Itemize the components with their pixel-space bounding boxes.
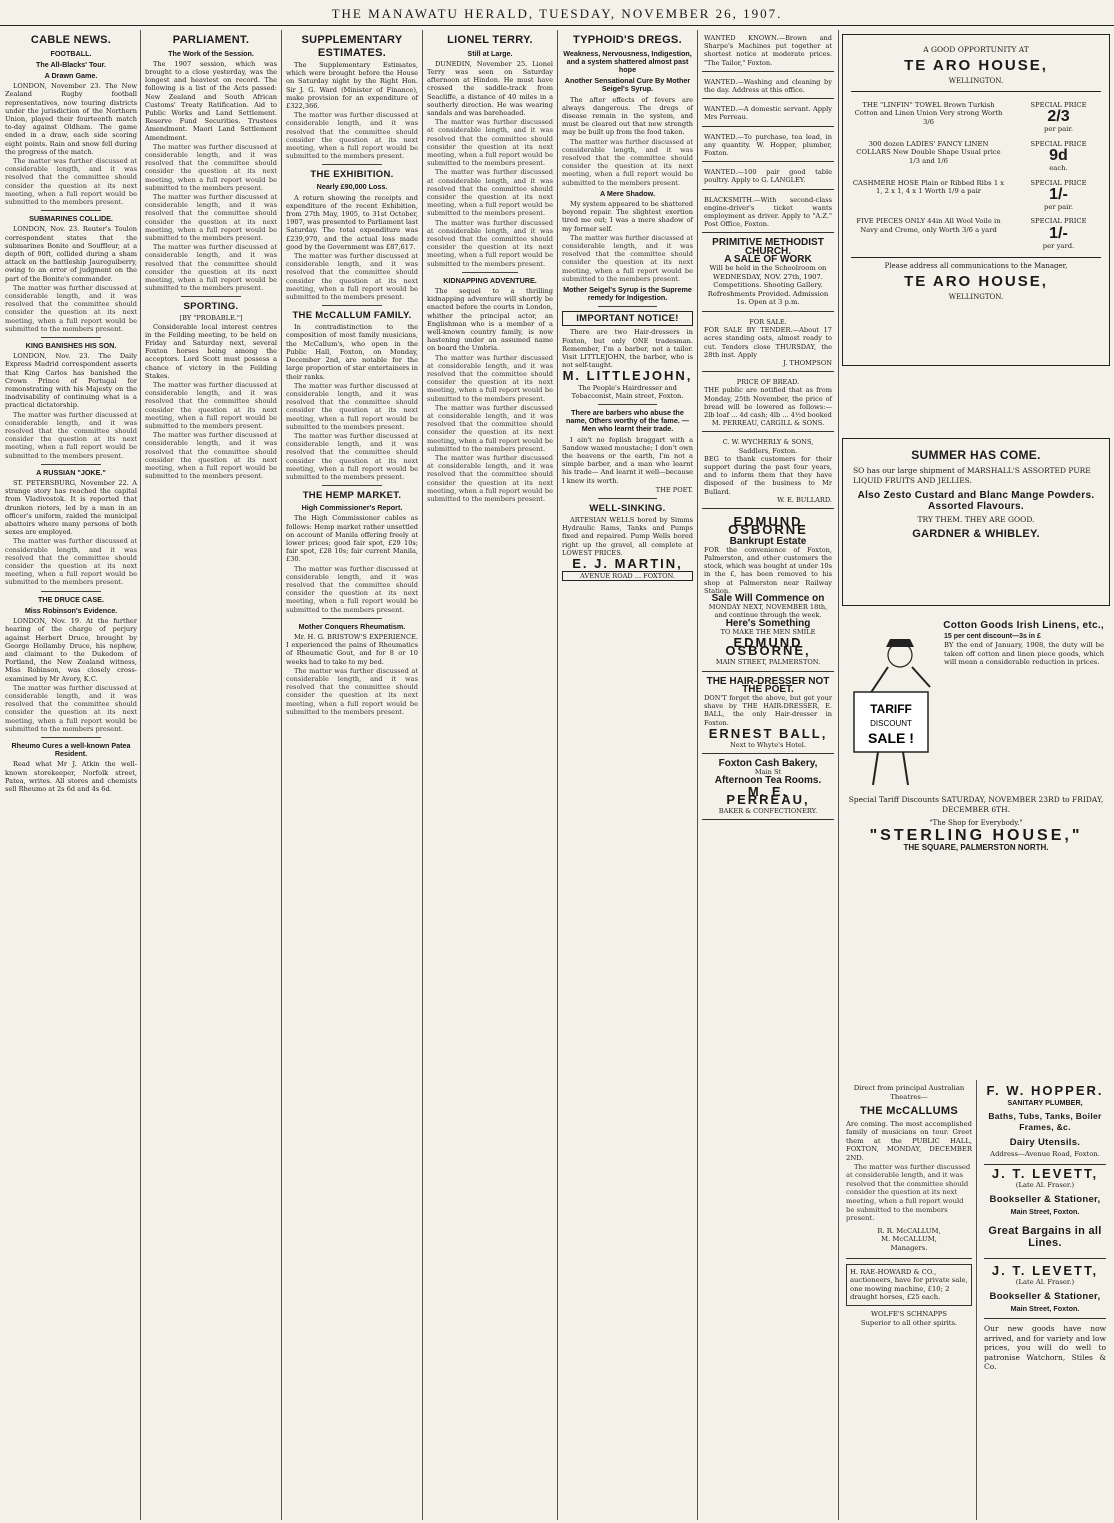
tariff-sign-text: SALE ! [868, 730, 914, 746]
column-rule [281, 30, 282, 1520]
ad-subheading: 15 per cent discount—3s in £ [944, 633, 1041, 640]
ad-heading: THE HAIR-DRESSER NOT THE POET. [706, 675, 830, 695]
ad-intro: Direct from principal Australian Theatres— [853, 1084, 965, 1101]
section-title: TYPHOID'S DREGS. [573, 34, 682, 46]
ad-subheading: (Late Al. Fraser.) [1015, 1278, 1075, 1287]
article-subheading: Nearly £90,000 Loss. [316, 182, 388, 192]
column-parliament [143, 30, 279, 1520]
article-body-filler: The matter was further discussed at considerable length, and it was resolved that the committee should consider the question at its next meeting, when a full report would be submitted to the members present. [5, 683, 137, 733]
article-body: A return showing the receipts and expenditure of the recent Exhibition, from 27th May, 1905, to 31st October, 1907, was presented to Parliament last Saturday. The total expenditure was £239,970, and the actual loss made good by the Government was £87,617. [286, 193, 418, 251]
article-body: Read what Mr J. Atkin the well-known storekeeper, Norfolk street, Patea, writes. All stores and chemists sell Rheumo at 2s 6d and 4s 6d. [5, 760, 137, 793]
article-subheading: The Work of the Session. [168, 48, 254, 58]
article-body: ARTESIAN WELLS bored by Simms Hydraulic Rams, Tanks and Pumps fixed and repaired. Pump Wells bored right up the gravel, all complete at LOWEST PRICES. [562, 516, 693, 557]
ad-subheading: BAKER & CONFECTIONERY. [718, 807, 818, 816]
tariff-sign-text: TARIFF [870, 702, 912, 716]
ad-slogan: "The Shop for Everybody." [929, 819, 1023, 827]
article-heading: Rheumo Cures a well-known Patea Resident. [11, 740, 131, 759]
article-body-filler: The matter was further discussed at considerable length, and it was resolved that the committee should consider the question at its next meeting, when a full report would be submitted to the members present. [5, 410, 137, 460]
price-item-price: 9d [1049, 147, 1068, 165]
advertiser-city: WELLINGTON. [948, 293, 1004, 302]
advertiser-name: M. E. PERREAU, [726, 783, 810, 807]
advertiser-name: EDMUND OSBORNE, [725, 634, 811, 659]
article-body-filler: The matter was further discussed at considerable length, and it was resolved that the committee should consider the question at its next meeting, when a full report would be submitted to the members present. [562, 233, 693, 283]
price-item-description: FIVE PIECES ONLY 44in All Wool Voile in Navy and Creme, only Worth 3/6 a yard [856, 217, 1001, 234]
section-title: THE EXHIBITION. [310, 169, 394, 181]
ad-heading: PRIMITIVE METHODIST CHURCH. [712, 237, 824, 257]
article-body: LONDON, November 23. The New Zealand Rugby football representatives, now touring districts under the jurisdiction of the Northern Union, played their fourteenth match to-day against Oldham. The game ended in a draw, each side scoring eight points. Rain and snow fell during the progress of the match. [5, 82, 137, 156]
ad-text: Superior to all other spirits. [860, 1318, 958, 1327]
price-item-description: THE "LINFIN" TOWEL Brown Turkish Cotton and Linen Union Very strong Worth 3/6 [854, 101, 1003, 126]
ad-text: THE public are notified that as from Monday, 25th November, the price of bread will be lowered as follows:— 2lb loaf ... 4d cash; 4lb ... 4½d booked [704, 386, 832, 420]
mccallums-ad [842, 1080, 977, 1520]
article-heading: KIDNAPPING ADVENTURE. [443, 275, 537, 285]
column-classifieds [700, 30, 836, 1520]
article-body-filler: The matter was further discussed at considerable length, and it was resolved that the committee should consider the question at its next meeting, when a full report would be submitted to the members present. [5, 283, 137, 333]
article-body-filler: The matter was further discussed at considerable length, and it was resolved that the committee should consider the question at its next meeting, when a full report would be submitted to the members present. [427, 218, 553, 268]
ad-heading: C. W. WYCHERLY & SONS, [722, 438, 814, 447]
article-body: Mr. H. G. BRISTOW'S EXPERIENCE. I experienced the pains of Rheumatics of Rheumatic Gout, and for 8 or 10 weeks had to take to my bed. [286, 632, 418, 666]
ad-text: BEG to thank customers for their support during the past four years, and to inform them that they have disposed of the business to Mr Bullard. [704, 454, 832, 496]
ad-heading: Bankrupt Estate [729, 535, 807, 547]
column-estimates [284, 30, 420, 1520]
price-item-price: 2/3 [1047, 108, 1070, 126]
ad-signature: M. PERREAU, CARGILL & SONS. [711, 419, 825, 428]
article-body-filler: The matter was further discussed at considerable length, and it was resolved that the committee should consider the question at its next meeting, when a full report would be submitted to the members present. [286, 564, 418, 614]
ad-signature: M. McCALLUM, [881, 1235, 937, 1244]
hopper-levett-ads [980, 1080, 1110, 1520]
ad-heading: Foxton Cash Bakery, [718, 758, 818, 770]
ad-text: Will be held in the Schoolroom on WEDNESDAY, NOV. 27th, 1907. Competitions. Shooting Gallery. Refreshments Provided. Admission 1s. Open at 3 p.m. [707, 264, 829, 307]
ad-heading: WOLFE'S SCHNAPPS [871, 1309, 947, 1318]
notice-body: There are two Hair-dressers in Foxton, but only ONE tradesman. Remember, I'm a barber, not a tailor. Visit LITTLEJOHN, the barber, who is not self-taught. [562, 328, 693, 370]
price-item [851, 214, 1101, 253]
article-heading: KING BANISHES HIS SON. [25, 341, 117, 350]
tariff-sign-text: DISCOUNT [870, 719, 912, 728]
poem-signature: THE POET. [655, 485, 693, 494]
price-item-unit: per yard. [1042, 241, 1075, 250]
article-body: My system appeared to be shattered beyond repair. The slightest exertion tired me out; I was a mere shadow of my former self. [562, 199, 693, 233]
masthead: THE MANAWATU HERALD, TUESDAY, NOVEMBER 26, 1907. [0, 0, 1114, 26]
ad-heading: Bookseller & Stationer, [989, 1193, 1101, 1205]
article-body-filler: The matter was further discussed at considerable length, and it was resolved that the committee should consider the question at its next meeting, when a full report would be submitted to the members present. [427, 353, 553, 403]
price-item-tag: SPECIAL PRICE [1030, 217, 1087, 226]
advertiser-name: TE ARO HOUSE, [904, 273, 1048, 291]
sterling-house-ad [842, 612, 1110, 1078]
advertiser-address: AVENUE ROAD ... FOXTON. [562, 571, 693, 581]
price-list [851, 98, 1101, 253]
price-item-unit: each. [1049, 164, 1068, 173]
advertiser-name: J. T. LEVETT, [991, 1165, 1099, 1181]
ad-text: FOR the convenience of Foxton, Palmerston, and other customers the stock, which was bought at under 10s in the £, has been removed to his shop at Palmerston near Railway Station. [704, 545, 832, 595]
advertiser-name: E. J. MARTIN, [572, 556, 683, 572]
ad-heading: Dairy Utensils. [1009, 1137, 1081, 1149]
article-body-filler: The matter was further discussed at considerable length, and it was resolved that the committee should consider the question at its next meeting, when a full report would be submitted to the members present. [286, 431, 418, 481]
classified-ad: WANTED.—Washing and cleaning by the day. Address at this office. [702, 74, 834, 99]
article-body: LONDON, Nov. 19. At the further hearing of the charge of perjury against Herbert Druce, brought by George Hollamby Druce, his nephew, and claimant to the Dukedom of Portland, the New Zealand witness, Miss Robinson, was closely cross-examined by Mr Avory, K.C. [5, 617, 137, 683]
price-item [851, 98, 1101, 137]
price-item-description: 300 dozen LADIES' FANCY LINEN COLLARS New Double Shape Usual price 1/3 and 1/6 [856, 139, 1001, 165]
ad-intro: A GOOD OPPORTUNITY AT [923, 45, 1029, 54]
article-heading: A RUSSIAN "JOKE." [36, 467, 106, 477]
classified-ad: WANTED.—A domestic servant. Apply Mrs Perreau. [702, 101, 834, 126]
ad-heading: SUMMER HAS COME. [911, 448, 1041, 462]
price-item-tag: SPECIAL PRICE [1030, 101, 1087, 109]
ad-text: SO has our large shipment of MARSHALL'S ASSORTED PURE LIQUID FRUITS AND JELLIES. [853, 465, 1091, 485]
article-subheading: Another Sensational Cure By Mother Seigel's Syrup. [564, 76, 691, 94]
advertiser-name: M. LITTLEJOHN, [562, 368, 693, 384]
ad-text: MONDAY NEXT, NOVEMBER 18th, and continue through the week. [708, 603, 828, 620]
price-item-tag: SPECIAL PRICE [1030, 139, 1087, 148]
section-title: SPORTING. [183, 301, 239, 313]
article-body: The Supplementary Estimates, which were brought before the House on Saturday night by the Right Hon. Sir J. G. Ward (Minister of Finance), make provision for an expenditure of £322,366. [286, 61, 418, 111]
advertiser-name: F. W. HOPPER. [986, 1083, 1104, 1098]
classified-ad: WANTED KNOWN.—Brown and Sharpe's Machines put together at shortest notice at moderate prices. "The Tailor," Foxton. [702, 30, 834, 72]
section-title: THE HEMP MARKET. [302, 490, 402, 502]
advertiser-name: J. T. LEVETT, [991, 1262, 1099, 1278]
section-title: PARLIAMENT. [172, 34, 250, 46]
ad-text: Our new goods have now arrived, and for variety and low prices, you will do well to patronise Watchorn, Stiles & Co. [984, 1324, 1106, 1372]
article-body: ST. PETERSBURG, November 22. A strange story has reached the capital from Vladivostok. It is reported that drunken rioters, led by a man in an officer's uniform, raided the municipal abattoirs where many persons of both sexes are employed. [5, 479, 137, 537]
rae-howard-ad: H. RAE-HOWARD & CO., auctioneers, have for private sale, one mowing machine, £10; 2 draught horses, £25 each. [846, 1264, 972, 1306]
article-body-filler: The matter was further discussed at considerable length, and it was resolved that the committee should consider the question at its next meeting, when a full report would be submitted to the members present. [286, 252, 418, 302]
article-subheading: Weakness, Nervousness, Indigestion, and a system shattered almost past hope [563, 48, 692, 74]
article-subheading: The All-Blacks' Tour. [35, 59, 106, 69]
ad-heading: Also Zesto Custard and Blanc Mange Powders. Assorted Flavours. [857, 489, 1095, 512]
ad-heading: Great Bargains in all Lines. [988, 1224, 1102, 1250]
article-body-filler: The matter was further discussed at considerable length, and it was resolved that the committee should consider the question at its next meeting, when a full report would be submitted to the members present. [145, 431, 277, 481]
section-title: THE McCALLUM FAMILY. [292, 310, 412, 322]
ad-heading: A SALE OF WORK [724, 253, 812, 265]
gardner-whibley-ad [842, 438, 1110, 606]
column-rule [697, 30, 698, 1520]
advertiser-address: MAIN STREET, PALMERSTON. [715, 658, 821, 667]
advertiser-address: The People's Hairdresser and Tobacconist, Main street, Foxton. [571, 383, 684, 400]
article-body-filler: The matter was further discussed at considerable length, and it was resolved that the committee should consider the question at its next meeting, when a full report would be submitted to the members present. [286, 666, 418, 716]
poem-body: I ain't no foplish braggart with a Sandow waxed moustache; I don't own the heavens or the earth, I'm not a simple barber, and a man who learnt his trade— And learnt it well—because I knew its worth. [562, 435, 693, 485]
ad-heading: PRICE OF BREAD. [736, 378, 800, 387]
article-body: In contradistinction to the composition of most family musicians, the McCallum's, who open in the Public Hall, Foxton, on Monday, December 2nd, are notable for the large proportion of star entertainers in their ranks. [286, 323, 418, 381]
article-body-filler: The matter was further discussed at considerable length, and it was resolved that the committee should consider the question at its next meeting, when a full report would be submitted to the members present. [5, 537, 137, 587]
article-body: The sequel to a thrilling kidnapping adventure will shortly be enacted before the courts in London, whither the principal actor, an Englishman who is a member of a well-known country family, is now hastening under an assumed name on board the Umbria. [427, 286, 553, 353]
advertiser-name: ERNEST BALL, [708, 725, 828, 741]
column-typhoid [560, 30, 695, 1520]
article-body-filler: The matter was further discussed at considerable length, and it was resolved that the committee should consider the question at its next meeting, when a full report would be submitted to the members present. [145, 142, 277, 192]
ad-subheading: SANITARY PLUMBER, [1007, 1097, 1083, 1107]
article-body: The 1907 session, which was brought to a close yesterday, was the longest and heaviest on record. The following is a list of the Acts passed: New Zealand and South African Customs' Treaty Ratification. Aid to Public Works and Land Settlement. Reserve Fund Securities. Trustees Amendment. Maori Land Settlement Amendment. [145, 59, 277, 142]
advertiser-address: Address—Avenue Road, Foxton. [990, 1150, 1100, 1159]
column-rule [422, 30, 423, 1520]
advertiser-name: TE ARO HOUSE, [904, 57, 1048, 74]
ad-text: TRY THEM. THEY ARE GOOD. [917, 514, 1035, 524]
advertiser-name: GARDNER & WHIBLEY. [912, 527, 1040, 540]
advertiser-address: Next to Whyte's Hotel. [730, 740, 806, 749]
article-subheading: High Commissioner's Report. [301, 503, 403, 513]
column-cable-news [3, 30, 139, 1520]
price-item-price: 1/- [1049, 224, 1068, 242]
article-body-filler: The matter was further discussed at considerable length, and it was resolved that the committee should consider the question at its next meeting, when a full report would be submitted to the members present. [286, 381, 418, 431]
article-body: DUNEDIN, November 25. Lionel Terry was seen on Saturday afternoon at Hindon. He must have crossed the saddle-track from Seacliffe, a distance of 40 miles in a southerly direction. He was wearing sandals and was bareheaded. [427, 59, 553, 117]
ad-subheading: Main St [754, 768, 782, 777]
price-item [851, 176, 1101, 215]
article-body: The High Commissioner cables as follows: Hemp market rather unsettled on account of Manila offering freely at lower prices; good fair spot, £29 10s; fair spot, £28 10s; fair current Manila, £30. [286, 514, 418, 564]
article-subheading: Still at Large. [467, 48, 513, 58]
price-item [851, 137, 1101, 176]
advertiser-city: WELLINGTON. [948, 77, 1004, 85]
article-body-filler: The matter was further discussed at considerable length, and it was resolved that the committee should consider the question at its next meeting, when a full report would be submitted to the members present. [427, 168, 553, 218]
article-body-filler: The matter was further discussed at considerable length, and it was resolved that the committee should consider the question at its next meeting, when a full report would be submitted to the members present. [846, 1162, 971, 1223]
article-body: The after effects of fevers are always dangerous. The dregs of disease remain in the system, and must be cleared out that new strength may be built up from the food taken. [562, 95, 693, 137]
advertiser-name: "STERLING HOUSE," [869, 827, 1083, 845]
article-subheading: A Drawn Game. [44, 70, 98, 80]
price-item-price: 1/- [1049, 186, 1068, 204]
classified-ad: BLACKSMITH.—With second-class engine-driver's ticket wants employment as driver. Apply to "A.Z." Post Office, Foxton. [702, 192, 834, 234]
price-item-unit: per pair. [1043, 125, 1074, 134]
ad-footer: Mother Seigel's Syrup is the Supreme remedy for Indigestion. [563, 284, 692, 303]
byline: [BY "PROBABLE."] [179, 314, 243, 323]
article-body-filler: The matter was further discussed at considerable length, and it was resolved that the committee should consider the question at its next meeting, when a full report would be submitted to the members present. [145, 381, 277, 431]
price-item-unit: per pair. [1043, 203, 1074, 212]
article-body: LONDON, Nov. 23. Reuter's Toulon correspondent states that the submarines Bonite and Souffleur, at a depth of 90ft, collided during a sham attack on the battleship Jaureguiberry, owing to an error of judgment on the part of the Bonite's commander. [5, 225, 137, 283]
column-lionel-terry [425, 30, 555, 1520]
ad-text: BY the end of January, 1908, the duty will be taken off cotton and linen piece goods, which will mean a considerable reduction in prices. [944, 641, 1104, 667]
advertiser-address: Main Street, Foxton. [1010, 1303, 1080, 1313]
section-title: WELL-SINKING. [589, 503, 666, 515]
ad-heading: Cotton Goods Irish Linens, etc., [943, 620, 1104, 631]
price-item-description: CASHMERE HOSE Plain or Ribbed Ribs 1 x 1, 2 x 1, 4 x 1 Worth 1/9 a pair [852, 178, 1005, 196]
ad-heading: Afternoon Tea Rooms. [714, 774, 822, 786]
ad-text: DON'T forget the above, but get your shave by THE HAIR-DRESSER, E. BALL, the only Hair-dresser in Foxton. [704, 693, 832, 727]
article-body: Considerable local interest centres in the Feilding meeting, to be held on Friday and Saturday next, several Foxton horses being among the acceptors. Lord Scott must possess a chance of victory in the Feilding Stakes. [145, 322, 277, 380]
section-title: SUPPLEMENTARY ESTIMATES. [301, 34, 403, 59]
column-rule [140, 30, 141, 1520]
ad-signature: R. R. McCALLUM, [877, 1226, 941, 1235]
advertiser-address: THE SQUARE, PALMERSTON NORTH. [903, 842, 1049, 852]
ad-subheading: (Late Al. Fraser.) [1015, 1181, 1075, 1190]
poem-heading: There are barbers who abuse the name, Others worthy of the fame. —Men who learnt their trade. [565, 408, 689, 434]
article-body-filler: The matter was further discussed at considerable length, and it was resolved that the committee should consider the question at its next meeting, when a full report would be submitted to the members present. [427, 454, 553, 504]
column-rule [838, 30, 839, 1520]
advertiser-name: EDMUND OSBORNE [728, 514, 808, 538]
article-heading: THE DRUCE CASE. [38, 594, 104, 604]
ad-text: Special Tariff Discounts SATURDAY, NOVEMBER 23RD to FRIDAY, DECEMBER 6TH. [848, 795, 1104, 814]
classified-ad: WANTED.—100 pair good table poultry. Apply to G. LANGLEY. [702, 164, 834, 189]
ad-signature: Managers. [890, 1244, 928, 1252]
classified-ad: WANTED.—To purchase, tea lead, in any quantity. W. Hopper, plumber, Foxton. [702, 129, 834, 163]
article-body-filler: The matter was further discussed at considerable length, and it was resolved that the committee should consider the question at its next meeting, when a full report would be submitted to the members present. [5, 156, 137, 206]
ad-footer-text: Please address all communications to the Manager, [884, 262, 1068, 271]
article-body-filler: The matter was further discussed at considerable length, and it was resolved that the committee should consider the question at its next meeting, when a full report would be submitted to the members present. [427, 403, 553, 453]
ad-text: Are coming. The most accomplished family of musicians on tour. Greet them at the PUBLIC HALL, FOXTON, MONDAY, DECEMBER 2ND. [846, 1119, 972, 1163]
ad-heading: Baths, Tubs, Tanks, Boiler Frames, &c. [988, 1111, 1102, 1133]
ad-heading: Bookseller & Stationer, [989, 1290, 1101, 1302]
ad-signature: W. E. BULLARD. [777, 495, 832, 504]
article-body-filler: The matter was further discussed at considerable length, and it was resolved that the committee should consider the question at its next meeting, when a full report would be submitted to the members present. [145, 243, 277, 293]
section-title: CABLE NEWS. [30, 34, 112, 46]
article-body-filler: The matter was further discussed at considerable length, and it was resolved that the committee should consider the question at its next meeting, when a full report would be submitted to the members present. [562, 137, 693, 187]
advertiser-name: THE McCALLUMS [859, 1105, 958, 1118]
section-title: LIONEL TERRY. [447, 34, 533, 46]
article-body-filler: The matter was further discussed at considerable length, and it was resolved that the committee should consider the question at its next meeting, when a full report would be submitted to the members present. [145, 192, 277, 242]
advertiser-address: Main Street, Foxton. [1010, 1206, 1080, 1216]
te-aro-house-ad [842, 34, 1110, 366]
article-heading: Mother Conquers Rheumatism. [298, 621, 406, 631]
article-subheading: Miss Robinson's Evidence. [24, 605, 118, 615]
article-body-filler: The matter was further discussed at considerable length, and it was resolved that the committee should consider the question at its next meeting, when a full report would be submitted to the members present. [427, 118, 553, 168]
ad-heading: Sale Will Commence on [711, 592, 825, 604]
ad-subheading: Saddlers, Foxton. [738, 446, 798, 455]
column-rule [557, 30, 558, 1520]
tariff-man-illustration [848, 637, 938, 787]
article-body: LONDON, Nov. 23. The Daily Express Madrid correspondent asserts that King Carlos has banished the Crown Prince of Portugal for remonstrating with his Majesty on the inadvisability of continuing what is a practical dictatorship. [5, 352, 137, 410]
article-heading: A Mere Shadow. [600, 188, 655, 198]
ad-text: TO MAKE THE MEN SMILE [720, 627, 816, 636]
ad-heading: FOR SALE. [749, 318, 787, 327]
article-heading: FOOTBALL. [50, 48, 92, 58]
ad-heading: Here's Something [725, 617, 811, 629]
article-body-filler: The matter was further discussed at considerable length, and it was resolved that the committee should consider the question at its next meeting, when a full report would be submitted to the members present. [286, 111, 418, 161]
ad-signature: J. THOMPSON [783, 359, 832, 368]
notice-heading: IMPORTANT NOTICE! [562, 311, 693, 326]
article-heading: SUBMARINES COLLIDE. [29, 214, 113, 224]
ad-text: FOR SALE BY TENDER.—About 17 acres standing oats, almost ready to cut. Tenders close THURSDAY, the 28th inst. Apply [704, 326, 832, 359]
price-item-tag: SPECIAL PRICE [1030, 178, 1087, 187]
